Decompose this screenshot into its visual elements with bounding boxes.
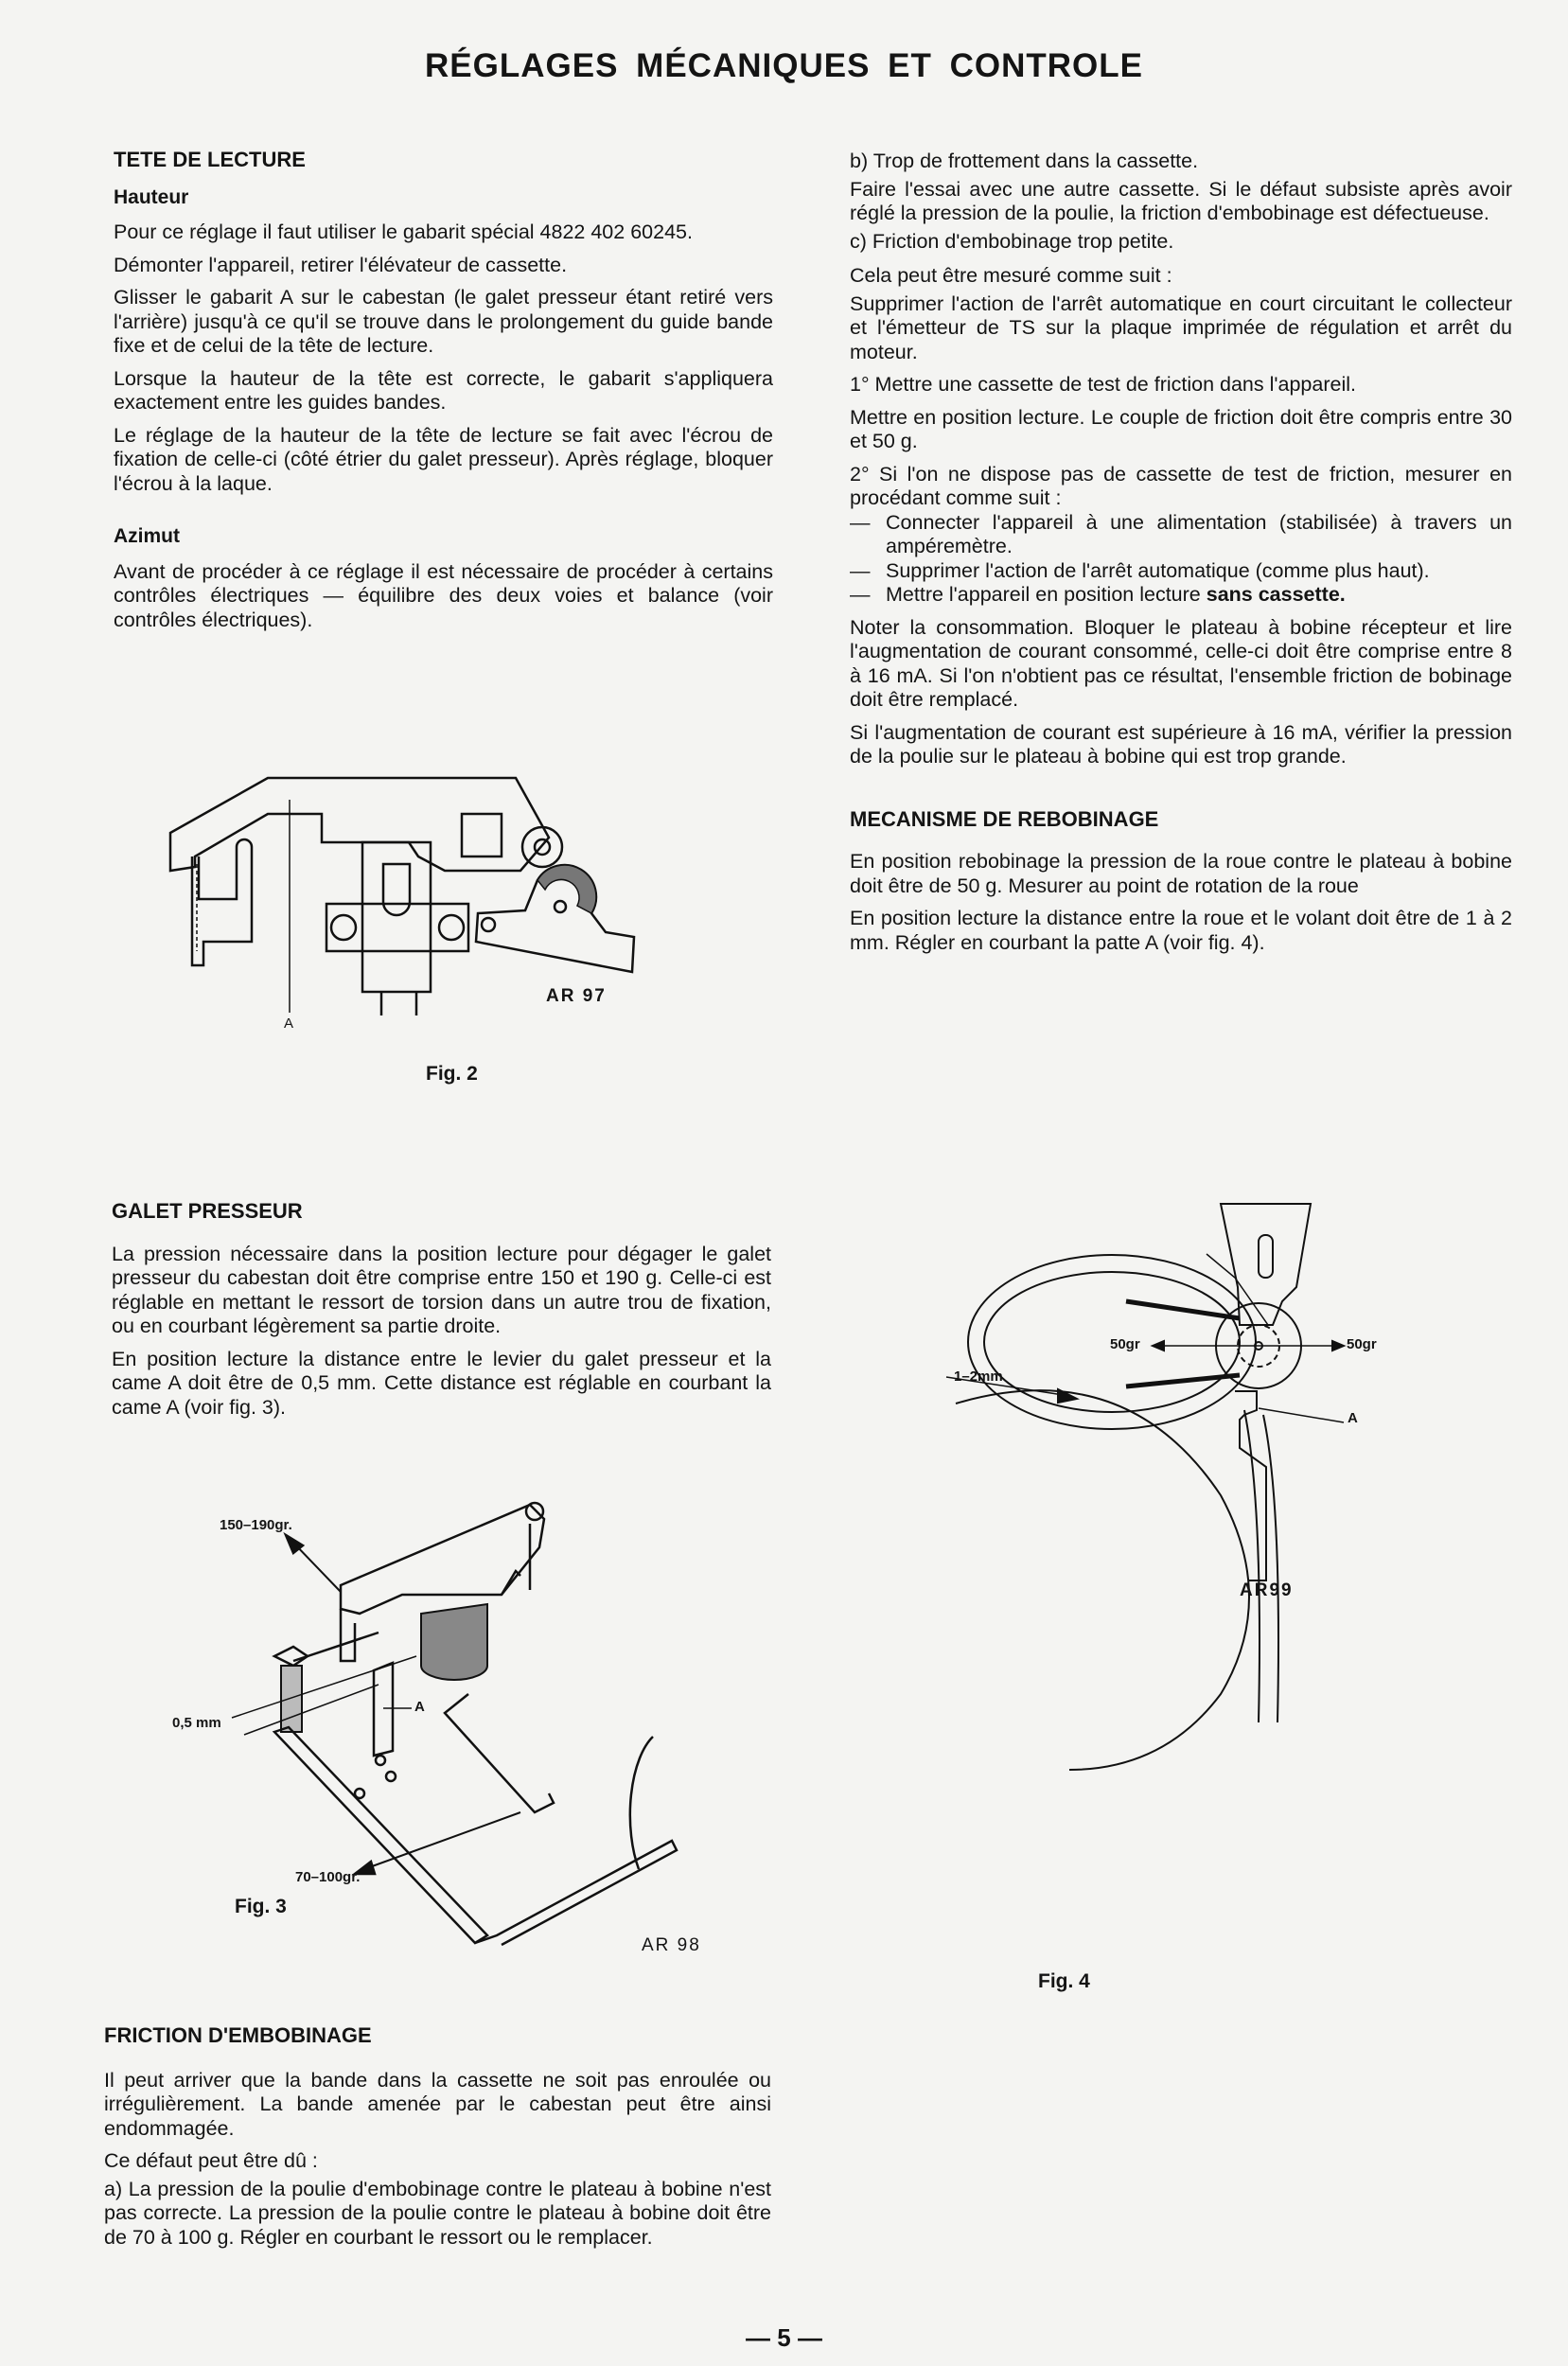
paragraph: Cela peut être mesuré comme suit : — [850, 264, 1172, 287]
arrow-bottom — [364, 1812, 520, 1869]
figure-2-drawing — [161, 762, 729, 1103]
belt-top — [1126, 1301, 1240, 1318]
figure-4-caption: Fig. 4 — [1038, 1970, 1090, 1992]
dash-bullet: — — [850, 510, 871, 534]
screw-left — [331, 915, 356, 940]
reel-table — [956, 1390, 1249, 1770]
belt-bottom — [1126, 1375, 1240, 1386]
figure-4-drawing — [937, 1192, 1467, 2006]
paragraph: a) La pression de la poulie d'embobinage contre le plateau à bobine n'est pas correcte. La pression de la poulie contre le plateau à bobine doit être de 70 à 100 g. Régler en courbant le ressort ou le remplacer. — [104, 2177, 771, 2249]
arrow-a — [1259, 1408, 1344, 1422]
list-item: — Connecter l'appareil à une alimentation (stabilisée) à travers un ampéremètre. — [850, 510, 1512, 557]
dash-bullet: — — [850, 558, 871, 582]
figure-4-marker-a: A — [1348, 1410, 1358, 1426]
heading-hauteur: Hauteur — [114, 185, 189, 208]
heading-galet-presseur: GALET PRESSEUR — [112, 1199, 303, 1223]
heading-friction-embobinage: FRICTION D'EMBOBINAGE — [104, 2023, 372, 2047]
paragraph: En position rebobinage la pression de la roue contre le plateau à bobine doit être de 50 g. Mesurer au point de rotation de la roue — [850, 850, 1512, 897]
heading-mecanisme-rebobinage: MECANISME DE REBOBINAGE — [850, 806, 1159, 831]
screw-right — [439, 915, 464, 940]
section-galet-presseur — [112, 1199, 771, 1428]
cam-a — [374, 1663, 393, 1756]
figure-4-force-right: 50gr — [1347, 1336, 1377, 1352]
paragraph: Si l'augmentation de courant est supérieure à 16 mA, vérifier la pression de la poulie sur le plateau à bobine qui est trop grande. — [850, 720, 1512, 768]
figure-3-code: AR 98 — [642, 1935, 701, 1955]
paragraph: c) Friction d'embobinage trop petite. — [850, 229, 1174, 253]
square-cutout — [462, 814, 502, 856]
paragraph: Noter la consommation. Bloquer le plateau à bobine récepteur et lire l'augmentation de courant consommé, celle-ci doit être comprise entre 8 à 16 mA. Si l'on n'obtient pas ce résultat, l'ensemble friction de bobinage doit être remplacé. — [850, 615, 1512, 711]
spring-coil — [281, 1666, 302, 1732]
figure-3-force-top: 150–190gr. — [220, 1517, 292, 1533]
paragraph: Ce défaut peut être dû : — [104, 2149, 318, 2172]
figure-4-gap: 1–2mm — [954, 1368, 1003, 1385]
paragraph: Faire l'essai avec une autre cassette. Si le défaut subsiste après avoir réglé la pression de la poulie, la friction d'embobinage est défectueuse. — [850, 177, 1512, 224]
paragraph: Le réglage de la hauteur de la tête de lecture se fait avec l'écrou de fixation de celle-ci (côté étrier du galet presseur). Après réglage, bloquer l'écrou à la laque. — [114, 423, 773, 495]
paragraph: Supprimer l'action de l'arrêt automatique en court circuitant le collecteur et l'émetteur de TS sur la plaque imprimée de régulation et arrêt du moteur. — [850, 291, 1512, 363]
figure-3-gap: 0,5 mm — [172, 1715, 221, 1731]
figure-3-drawing — [161, 1491, 729, 1964]
paragraph: Il peut arriver que la bande dans la cassette ne soit pas enroulée ou irrégulièrement. La bande amenée par le cabestan peut être ainsi endommagée. — [104, 2068, 771, 2140]
figure-3-marker-a: A — [414, 1699, 425, 1715]
figure-4 — [937, 1192, 1467, 2006]
figure-2-code: AR 97 — [546, 986, 607, 1006]
paragraph: Pour ce réglage il faut utiliser le gabarit spécial 4822 402 60245. — [114, 221, 693, 243]
lever-a — [1235, 1391, 1266, 1580]
section-right-column — [850, 150, 1512, 963]
figure-4-code: AR99 — [1240, 1580, 1294, 1600]
head-bracket — [1221, 1204, 1311, 1325]
figure-3-force-bottom: 70–100gr. — [295, 1869, 361, 1885]
heading-tete-de-lecture: TETE DE LECTURE — [114, 148, 306, 171]
list-item — [850, 583, 1512, 608]
heading-azimut: Azimut — [114, 525, 180, 547]
paragraph: Mettre en position lecture. Le couple de friction doit être compris entre 30 et 50 g. — [850, 405, 1512, 452]
page-number: — 5 — — [746, 2323, 822, 2352]
paragraph: Avant de procéder à ce réglage il est nécessaire de procéder à certains contrôles électriques — équilibre des deux voies et balance (voir contrôles électriques). — [114, 559, 773, 631]
paragraph: Démonter l'appareil, retirer l'élévateur de cassette. — [114, 253, 568, 276]
paragraph: En position lecture la distance entre la roue et le volant doit être de 1 à 2 mm. Régler en courbant la patte A (voir fig. 4). — [850, 907, 1512, 954]
section-friction-embobinage — [104, 2023, 771, 2258]
paragraph: Glisser le gabarit A sur le cabestan (le galet presseur étant retiré vers l'arrière) jusqu'à ce qu'il se trouve dans le prolongement du guide bande fixe et de celui de la tête de lecture. — [114, 286, 773, 357]
paragraph: 1° Mettre une cassette de test de friction dans l'appareil. — [850, 373, 1356, 396]
list-item-text: Mettre l'appareil en position lecture sans cassette. — [886, 583, 1346, 606]
arrow-top — [293, 1543, 341, 1592]
paragraph: b) Trop de frottement dans la cassette. — [850, 150, 1199, 172]
lever-top — [341, 1505, 544, 1614]
figure-2 — [161, 762, 729, 1103]
section-tete-de-lecture — [114, 148, 773, 641]
figure-2-marker-a: A — [284, 1015, 294, 1032]
paragraph: 2° Si l'on ne dispose pas de cassette de test de friction, mesurer en procédant comme suit : — [850, 462, 1512, 509]
spring — [274, 1647, 308, 1666]
figure-4-force-left: 50gr — [1110, 1336, 1140, 1352]
dash-bullet: — — [850, 583, 871, 606]
paragraph: En position lecture la distance entre le levier du galet presseur et la came A doit être de 0,5 mm. Cette distance est réglable en courbant la came A (voir fig. 3). — [112, 1347, 771, 1419]
head-mount — [326, 904, 468, 951]
paragraph: La pression nécessaire dans la position lecture pour dégager le galet presseur du cabestan doit être comprise entre 150 et 190 g. Celle-ci est réglable en mettant le ressort de torsion dans un autre trou de fixation, ou en courbant légèrement sa partie droite. — [112, 1242, 771, 1337]
paragraph: Lorsque la hauteur de la tête est correcte, le gabarit s'appliquera exactement entre les guides bandes. — [114, 366, 773, 414]
list-item: — Supprimer l'action de l'arrêt automatique (comme plus haut). — [850, 558, 1430, 582]
page-title: RÉGLAGES MÉCANIQUES ET CONTROLE — [425, 47, 1143, 84]
left-guide — [192, 839, 252, 965]
figure-3-caption: Fig. 3 — [235, 1896, 287, 1917]
pinch-roller — [421, 1604, 487, 1680]
figure-2-caption: Fig. 2 — [426, 1063, 478, 1085]
figure-3 — [161, 1491, 729, 1964]
